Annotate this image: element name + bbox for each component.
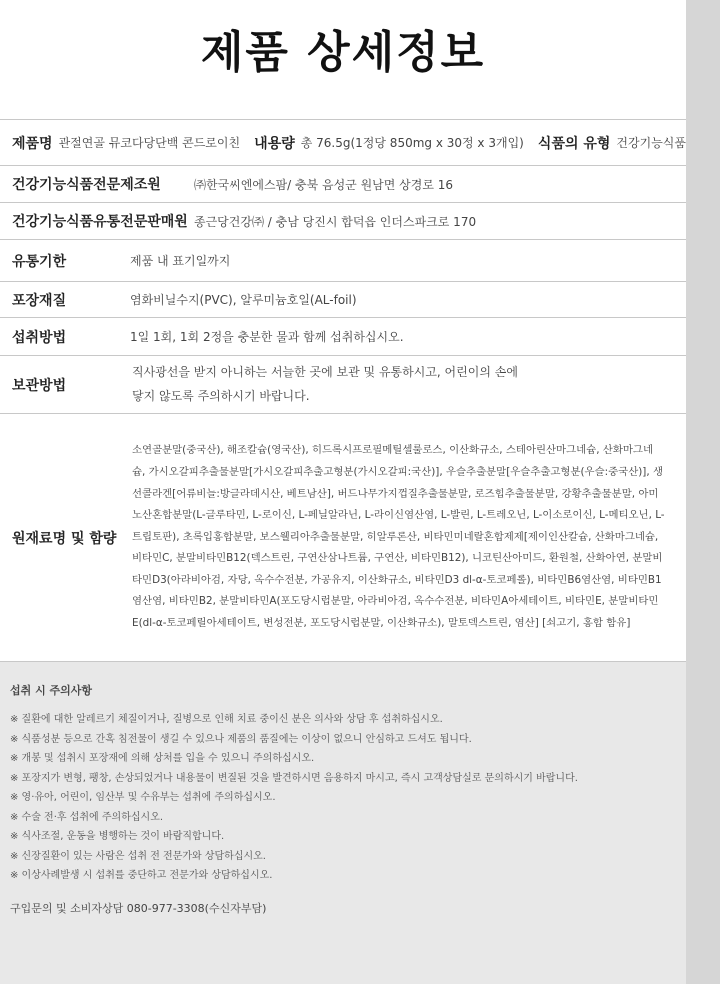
expiry-row (0, 239, 686, 281)
packaging-value: 염화비닐수지(PVC), 알루미늄호일(AL-foil) (130, 293, 357, 307)
expiry-value: 제품 내 표기일까지 (130, 254, 231, 268)
manufacturer-row (0, 165, 686, 202)
manufacturer-label: 건강기능식품전문제조원 (12, 177, 161, 193)
ingredients-label: 원재료명 및 함량 (12, 530, 117, 547)
volume-value: 총 76.5g(1정당 850mg x 30정 x 3개입) (300, 136, 524, 150)
intake-row (0, 317, 686, 355)
packaging-label: 포장재질 (12, 292, 67, 309)
manufacturer-value: ㈜한국씨엔에스팜/ 충북 음성군 원남면 상경로 16 (194, 177, 454, 192)
precaution-item: ※ 이상사례발생 시 섭취를 중단하고 전문가와 상담하십시오. (10, 870, 273, 881)
precaution-item: ※ 수술 전·후 섭취에 주의하십시오. (10, 811, 164, 823)
distributor-label: 건강기능식품유통전문판매원 (12, 214, 188, 230)
side-margin (686, 0, 720, 984)
precaution-item: ※ 질환에 대한 알레르기 체질이거나, 질병으로 인해 치료 중이신 분은 의사와 상담 후 섭취하십시오. (10, 714, 443, 725)
precaution-item: ※ 영·유아, 어린이, 임산부 및 수유부는 섭취에 주의하십시오. (10, 792, 276, 803)
product-info-row (0, 119, 686, 165)
precaution-item: ※ 개봉 및 섭취시 포장재에 의해 상처를 입을 수 있으니 주의하십시오. (10, 753, 315, 764)
storage-value: 직사광선을 받지 아니하는 서늘한 곳에 보관 및 유통하시고, 어린이의 손에 닿지 않도록 주의하시기 바랍니다. (132, 365, 518, 403)
storage-row (0, 355, 686, 413)
consumer-contact: 구입문의 및 소비자상담 080-977-3308(수신자부담) (10, 901, 267, 915)
product-name-label: 제품명 (12, 135, 53, 152)
intake-label: 섭취방법 (12, 329, 67, 346)
storage-label: 보관방법 (12, 377, 67, 394)
ingredients-value: 소연골분말(중국산), 해조칼슘(영국산), 히드록시프로필메틸셀룰로스, 이산화규소, 스테아린산마그네슘, 산화마그네슘, 가시오갈피추출물분말[가시오갈피추출고형분(가시오갈피:국산)], 우슬추출분말[우슬추출고형분(우슬:중국산)], 생선콜라겐[어류비늘:방글라데시산, 베트남산], 버드나무가지껍질추출물분말, 로즈힙추출물분말, 강황추출물분말, 아미노산혼합분말(L-글루타민, L-로이신, L-페닐알라닌, L-라이신염산염, L-발린, L-트레오닌, L-이소로이신, L-메티오닌, L-트립토판), 초록입홍합분말, 보스웰리아추출물분말, 히알루론산, 비타민미네랄혼합제제[제이인산칼슘, 산화마그네슘, 비타민C, 분말비타민B12(덱스트린, 구연산삼나트륨, 구연산, 비타민B12), 니코틴산아미드, 환원철, 산화아연, 분말비타민D3(아라비아검, 자당, 옥수수전분, 가공유지, 이산화규소, 비타민D3 dl-α-토코페롤), 비타민B6염산염, 비타민B1염산염, 비타민B2, 분말비타민A(포도당시럽분말, 아라비아검, 옥수수전분, 비타민A아세테이트, 비타민E, 분말비타민E(dl-α-토코페릴아세테이트, 변성전분, 포도당시럽분말, 이산화규소), 말토덱스트린, 염산] [쇠고기, 홍합 함유] (132, 444, 665, 630)
volume-label: 내용량 (254, 135, 295, 152)
precaution-item: ※ 신장질환이 있는 사람은 섭취 전 전문가와 상담하십시오. (10, 850, 266, 862)
intake-value: 1일 1회, 1회 2정을 충분한 물과 함께 섭취하십시오. (130, 330, 404, 344)
food-type-label: 식품의 유형 (537, 135, 611, 152)
precautions-title: 섭취 시 주의사항 (10, 684, 93, 697)
precaution-item: ※ 식사조절, 운동을 병행하는 것이 바람직합니다. (10, 831, 225, 842)
distributor-row (0, 202, 686, 239)
product-name-value: 관절연골 뮤코다당단백 콘드로이친 (58, 136, 241, 150)
page-title: 제품 상세정보 (200, 27, 486, 78)
ingredients-row (0, 413, 686, 662)
precaution-item: ※ 포장지가 변형, 팽창, 손상되었거나 내용물이 변질된 것을 발견하시면 음용하지 마시고, 즉시 고객상담실로 문의하시기 바랍니다. (10, 772, 578, 784)
distributor-value: 종근당건강㈜ / 충남 당진시 합덕읍 인더스파크로 170 (194, 214, 477, 229)
food-type-value: 건강기능식품 (616, 136, 686, 150)
precaution-item: ※ 식품성분 등으로 간혹 침전물이 생길 수 있으나 제품의 품질에는 이상이 없으니 안심하고 드셔도 됩니다. (10, 733, 472, 745)
precautions-section (0, 662, 686, 984)
packaging-row (0, 281, 686, 317)
expiry-label: 유통기한 (12, 253, 67, 270)
